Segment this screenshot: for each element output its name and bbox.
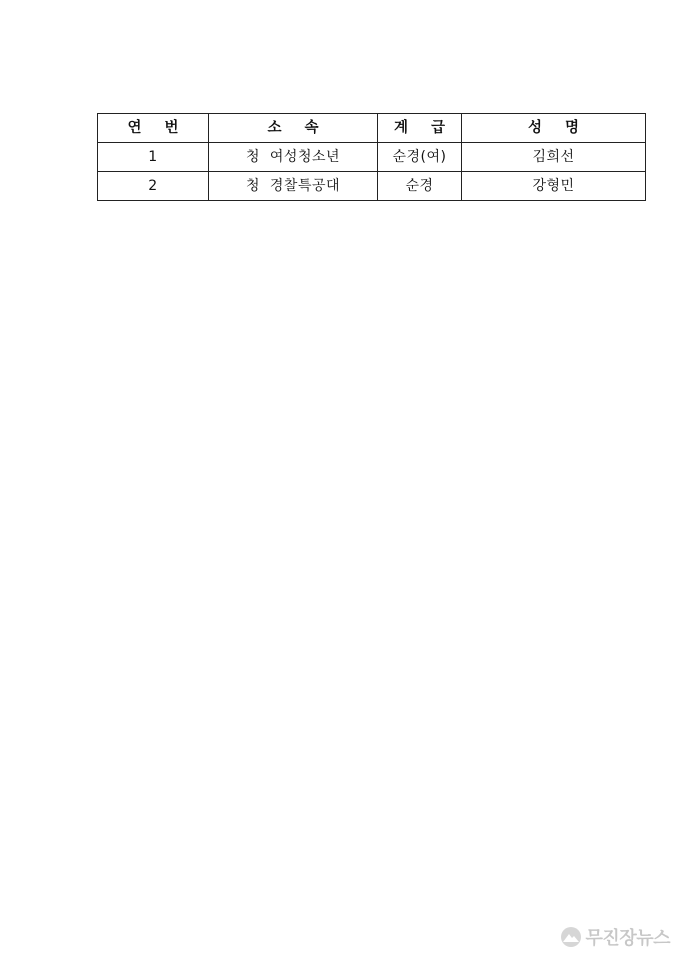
table-row — [98, 143, 646, 172]
cell-serial-number: 2 — [98, 172, 209, 201]
cell-rank: 순경 — [378, 172, 462, 201]
watermark-text: 무진장뉴스 — [585, 928, 670, 949]
table-row — [98, 172, 646, 201]
cell-rank: 순경(여) — [378, 143, 462, 172]
table-header-row — [98, 114, 646, 143]
cell-name: 강형민 — [462, 172, 646, 201]
cell-affiliation: 청 여성청소년 — [209, 143, 378, 172]
watermark — [560, 924, 670, 950]
header-affiliation: 소 속 — [209, 114, 378, 143]
cell-affiliation: 청 경찰특공대 — [209, 172, 378, 201]
cell-serial-number: 1 — [98, 143, 209, 172]
header-rank: 계 급 — [378, 114, 462, 143]
cell-name: 김희선 — [462, 143, 646, 172]
roster-table — [97, 113, 646, 201]
header-serial-number: 연 번 — [98, 114, 209, 143]
header-name: 성 명 — [462, 114, 646, 143]
mountain-circle-icon — [560, 926, 582, 948]
